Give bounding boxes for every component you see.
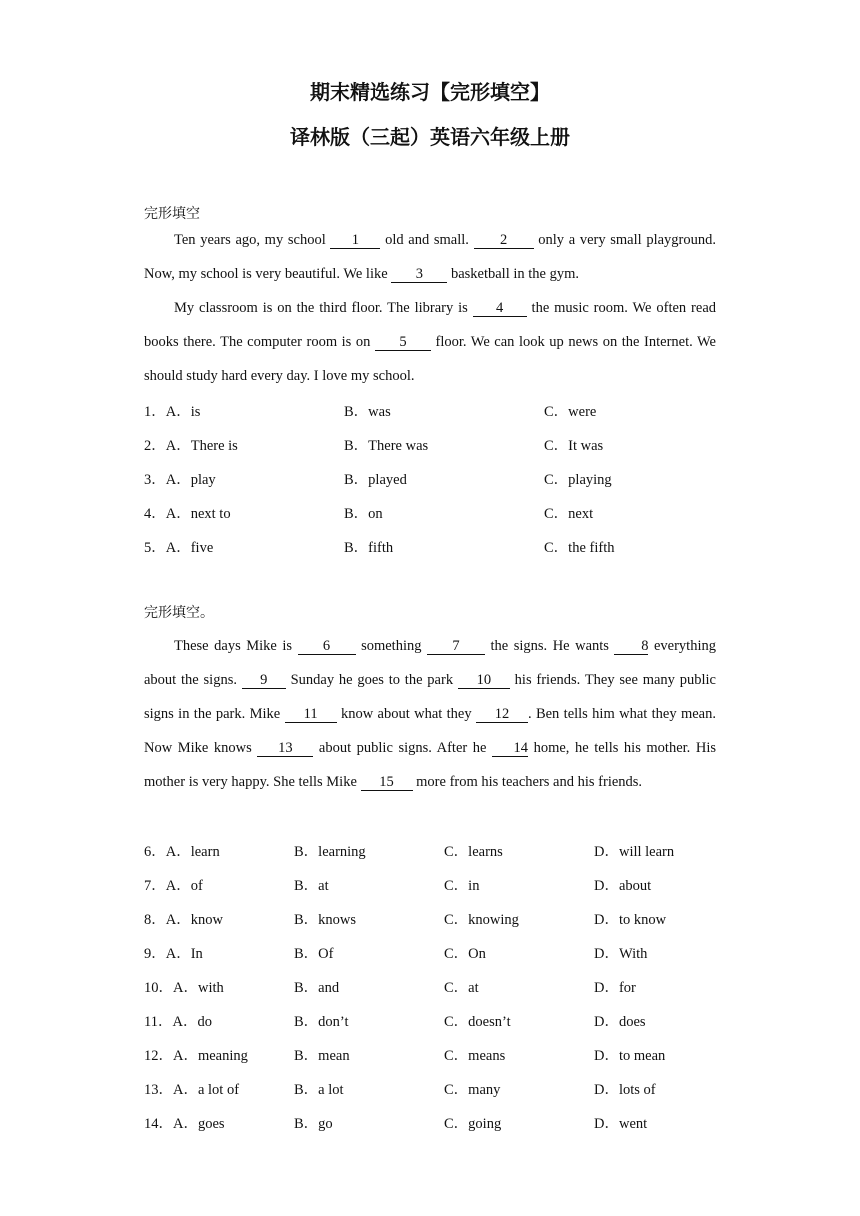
question-8-option-c: C．knowing [444, 912, 519, 928]
question-row-11 [144, 1010, 744, 1044]
question-4-option-b: B．on [344, 506, 383, 522]
passage-text: only a very small playground. Now, my school is very beautiful. We like [144, 232, 717, 282]
question-3-option-c: C．playing [544, 472, 612, 488]
question-11-option-c: C．doesn’t [444, 1014, 511, 1030]
question-14-option-d: D．went [594, 1116, 648, 1132]
question-14-option-c: C．going [444, 1116, 502, 1132]
question-1-option-c: C．were [544, 404, 597, 420]
blank-2: 2 [474, 232, 534, 249]
question-9-option-a: 9．A．In [144, 946, 203, 962]
question-12-option-c: C．means [444, 1048, 506, 1064]
question-8-option-d: D．to know [594, 912, 667, 928]
question-8-option-b: B．knows [294, 912, 357, 928]
page-title: 期末精选练习【完形填空】 [310, 80, 550, 104]
question-5-option-c: C．the fifth [544, 540, 615, 556]
blank-9: 9 [242, 672, 286, 689]
question-row-14 [144, 1112, 744, 1146]
question-7-option-c: C．in [444, 878, 480, 894]
passage-text: Sunday he goes to the park [285, 672, 458, 688]
question-7-option-b: B．at [294, 878, 329, 894]
passage-text: something [355, 638, 427, 654]
passage-text: the signs. He wants [485, 638, 615, 654]
blank-11: 11 [285, 706, 337, 723]
passage-text: old and small. [380, 232, 474, 248]
question-row-13 [144, 1078, 744, 1112]
question-10-option-a: 10．A．with [144, 980, 224, 996]
passage-text: about public signs. After he [313, 740, 493, 756]
passage-1-paragraph-2 [144, 291, 716, 393]
question-13-option-c: C．many [444, 1082, 501, 1098]
question-9-option-b: B．Of [294, 946, 334, 962]
question-row-7 [144, 874, 744, 908]
question-12-option-a: 12．A．meaning [144, 1048, 248, 1064]
passage-text: . Ben tells him what they mean. Now Mike knows [144, 706, 716, 756]
question-3-option-b: B．played [344, 472, 407, 488]
question-1-option-a: 1．A．is [144, 404, 201, 420]
question-11-option-b: B．don’t [294, 1014, 349, 1030]
question-2-option-a: 2．A．There is [144, 438, 238, 454]
question-9-option-d: D．With [594, 946, 648, 962]
passage-text: his friends. They see many public signs in the park. Mike [144, 672, 716, 722]
question-12-option-d: D．to mean [594, 1048, 666, 1064]
question-7-option-d: D．about [594, 878, 652, 894]
blank-15: 15 [361, 774, 413, 791]
question-5-option-b: B．fifth [344, 540, 394, 556]
blank-3: 3 [391, 266, 447, 283]
question-6-option-a: 6．A．learn [144, 844, 220, 860]
question-13-option-b: B．a lot [294, 1082, 344, 1098]
blank-14: 14 [492, 740, 528, 757]
question-14-option-a: 14．A．goes [144, 1116, 225, 1132]
passage-text: Ten years ago, my school [174, 232, 331, 248]
passage-text: My classroom is on the third floor. The library is [174, 300, 473, 316]
question-2-option-b: B．There was [344, 438, 429, 454]
question-4-option-c: C．next [544, 506, 594, 522]
section-1-options [144, 400, 744, 570]
question-row-8 [144, 908, 744, 942]
blank-5: 5 [375, 334, 431, 351]
question-row-4 [144, 502, 744, 536]
passage-1-paragraph-1 [144, 223, 716, 291]
question-13-option-a: 13．A．a lot of [144, 1082, 240, 1098]
question-13-option-d: D．lots of [594, 1082, 656, 1098]
question-row-5 [144, 536, 744, 570]
passage-text: more from his teachers and his friends. [412, 774, 643, 790]
question-5-option-a: 5．A．five [144, 540, 214, 556]
question-10-option-c: C．at [444, 980, 479, 996]
question-11-option-d: D．does [594, 1014, 646, 1030]
question-row-1 [144, 400, 744, 434]
question-10-option-d: D．for [594, 980, 636, 996]
question-row-9 [144, 942, 744, 976]
question-row-10 [144, 976, 744, 1010]
blank-8: 8 [614, 638, 648, 655]
question-6-option-d: D．will learn [594, 844, 675, 860]
question-7-option-a: 7．A．of [144, 878, 203, 894]
question-row-12 [144, 1044, 744, 1078]
passage-text: know about what they [336, 706, 476, 722]
question-2-option-c: C．It was [544, 438, 604, 454]
passage-2-paragraph [144, 629, 716, 799]
blank-7: 7 [427, 638, 485, 655]
question-4-option-a: 4．A．next to [144, 506, 231, 522]
blank-6: 6 [298, 638, 356, 655]
passage-text: floor. We can look up news on the Internet. We should study hard every day. I love my school. [144, 334, 716, 384]
passage-text: basketball in the gym. [447, 266, 579, 282]
section-1-heading: 完形填空 [144, 206, 200, 222]
section-2-options [144, 840, 744, 1146]
section-2-heading: 完形填空。 [144, 605, 214, 621]
page-subtitle: 译林版（三起）英语六年级上册 [290, 125, 570, 149]
question-6-option-c: C．learns [444, 844, 503, 860]
question-9-option-c: C．On [444, 946, 486, 962]
question-row-2 [144, 434, 744, 468]
question-12-option-b: B．mean [294, 1048, 350, 1064]
blank-1: 1 [330, 232, 380, 249]
passage-text: These days Mike is [174, 638, 298, 654]
question-14-option-b: B．go [294, 1116, 333, 1132]
blank-10: 10 [458, 672, 510, 689]
question-11-option-a: 11．A．do [144, 1014, 212, 1030]
passage-text: everything about the signs. [144, 638, 716, 688]
passage-text: the music room. We often read books there. The computer room is on [144, 300, 716, 350]
blank-13: 13 [257, 740, 313, 757]
question-3-option-a: 3．A．play [144, 472, 216, 488]
question-1-option-b: B．was [344, 404, 391, 420]
blank-12: 12 [476, 706, 528, 723]
question-row-3 [144, 468, 744, 502]
question-6-option-b: B．learning [294, 844, 366, 860]
blank-4: 4 [473, 300, 527, 317]
question-row-6 [144, 840, 744, 874]
question-8-option-a: 8．A．know [144, 912, 223, 928]
passage-text: home, he tells his mother. His mother is very happy. She tells Mike [144, 740, 716, 790]
question-10-option-b: B．and [294, 980, 340, 996]
